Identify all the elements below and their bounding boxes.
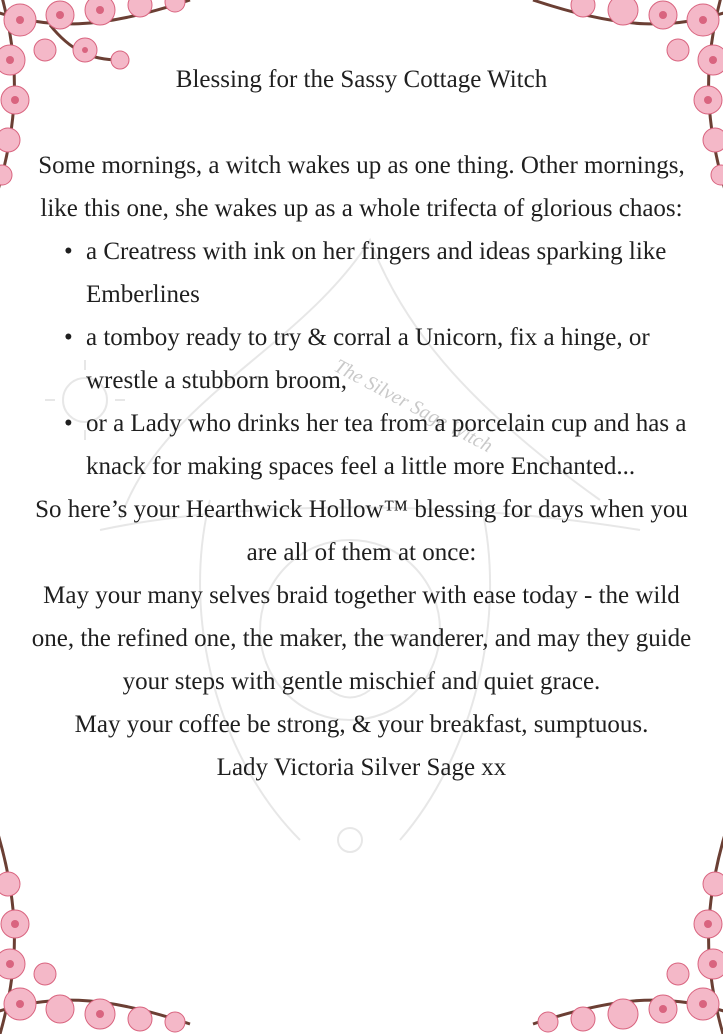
signature: Lady Victoria Silver Sage xx (216, 754, 507, 781)
list-item: • or a Lady who drinks her tea from a porcelain cup and has a knack for making spaces feel a little more Enchanted... (60, 402, 693, 488)
list-item: • a Creatress with ink on her fingers and ideas sparking like Emberlines (60, 230, 693, 316)
blessing-paragraph: May your many selves braid together with ease today - the wild one, the refined one, the maker, the wanderer, and may they guide your steps with gentle mischief and quiet grace. (31, 582, 692, 695)
intro-paragraph: Some mornings, a witch wakes up as one thing. Other mornings, like this one, she wakes up as a whole trifecta of glorious chaos: (38, 152, 685, 222)
blossom-corner-bottom-left (0, 824, 200, 1034)
blossom-corner-bottom-right (523, 824, 723, 1034)
blessing-intro: So here’s your Hearthwick Hollow™ blessing for days when you are all of them at once: (35, 496, 688, 566)
list-item: • a tomboy ready to try & corral a Unicorn, fix a hinge, or wrestle a stubborn broom, (60, 316, 693, 402)
document-body (30, 58, 693, 789)
coffee-line: May your coffee be strong, & your breakfast, sumptuous. (74, 711, 649, 738)
trifecta-list (30, 230, 693, 488)
page-title: Blessing for the Sassy Cottage Witch (175, 66, 548, 93)
watermark-text: The Silver Sage Witch (330, 355, 497, 458)
